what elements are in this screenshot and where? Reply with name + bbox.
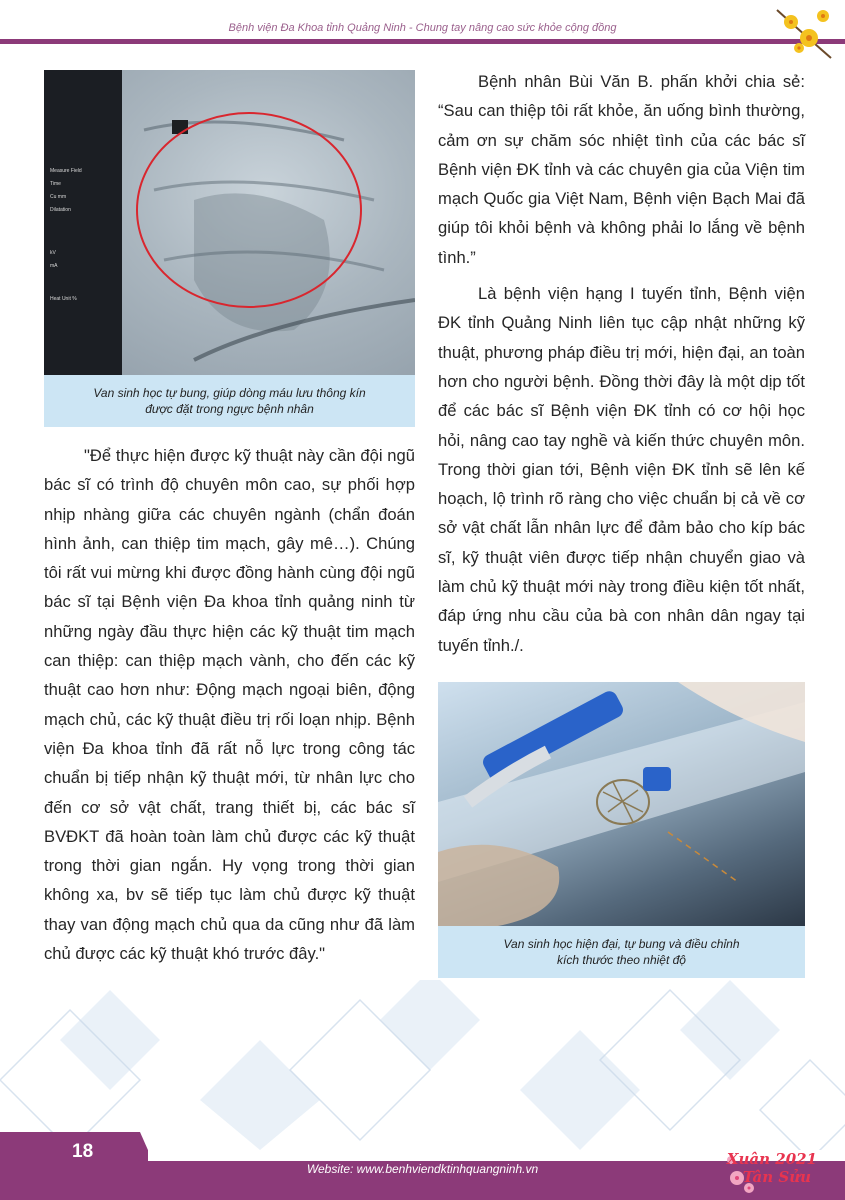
logo-line-2: Tân Sửu	[742, 1168, 811, 1186]
xray-label: Heat Unit %	[50, 296, 77, 302]
xray-caption	[44, 375, 415, 427]
caption-line: được đặt trong ngực bệnh nhân	[145, 402, 314, 416]
quote-paragraph: "Để thực hiện được kỹ thuật này cần đội ngũ bác sĩ có trình độ chuyên môn cao, sự phối hợp nhịp nhàng giữa các chuyên ngành (chẩn đoán hình ảnh, can thiệp tim mạch, gây mê…). Chúng tôi rất vui mừng khi được đồng hành cùng đội ngũ bác sĩ tại Bệnh viện Đa khoa tỉnh quảng ninh từ những ngày đầu thực hiện các kỹ thuật tim mạch can thiệp: can thiệp mạch vành, cho đến các kỹ thuật cao hơn như: Động mạch ngoại biên, động mạch chủ, các kỹ thuật điều trị rối loạn nhịp. Bệnh viện Đa khoa tỉnh đã rất nỗ lực trong công tác chuẩn bị tiếp nhận kỹ thuật mới, từ nhân lực cho đến cơ sở vật chất, trang thiết bị, các bác sĩ BVĐKT đã hoàn toàn làm chủ được các kỹ thuật trong thời gian ngắn. Hy vọng trong thời gian không xa, bv sẽ tiếp tục làm chủ được kỹ thuật thay van động mạch chủ qua da cũng như đã làm chủ được các kỹ thuật khó trước đây."	[44, 446, 415, 964]
caption-line: kích thước theo nhiệt độ	[557, 953, 686, 967]
caption-line: Van sinh học hiện đại, tự bung và điều chỉnh	[503, 937, 740, 951]
xuan-tan-suu-logo	[723, 1138, 835, 1196]
header-title: Bệnh viện Đa Khoa tỉnh Quảng Ninh - Chung tay nâng cao sức khỏe cộng đồng	[228, 22, 617, 34]
footer-website: Website: www.benhviendktinhquangninh.vn	[306, 1162, 539, 1176]
valve-caption	[438, 926, 805, 978]
xray-image	[44, 70, 415, 375]
xray-label: Cu mm	[50, 194, 67, 200]
hospital-paragraph: Là bệnh viện hạng I tuyến tỉnh, Bệnh viện ĐK tỉnh Quảng Ninh liên tục cập nhật những kỹ thuật, phương pháp điều trị mới, hiện đại, an toàn hơn cho người bệnh. Đồng thời đây là một dịp tốt để các bác sĩ Bệnh viện ĐK tỉnh có cơ hội học hỏi, nâng cao tay nghề và kiến thức chuyên môn. Trong thời gian tới, Bệnh viện ĐK tỉnh sẽ lên kế hoạch, lộ trình rõ ràng cho việc chuẩn bị cả về cơ sở vật chất lẫn nhân lực để đảm bảo cho kíp bác sĩ, kỹ thuật viên được tiếp nhận chuyển giao và làm chủ kỹ thuật mới này trong điều kiện tốt nhất, đáp ứng nhu cầu của bà con nhân dân ngay tại tuyến tỉnh./.	[438, 284, 805, 655]
decorative-diamond-pattern	[0, 980, 845, 1150]
article-left-column	[44, 441, 415, 968]
xray-label: mA	[50, 263, 58, 269]
xray-anatomy-graphic	[44, 70, 415, 375]
xray-label: Time	[50, 181, 61, 187]
xray-label: Dilatation	[50, 207, 71, 213]
caption-line: Van sinh học tự bung, giúp dòng máu lưu thông kín	[93, 386, 366, 400]
logo-line-1: Xuân 2021	[726, 1150, 817, 1168]
apricot-blossom-icon	[769, 0, 839, 62]
valve-photo-graphic	[438, 682, 805, 926]
article-right-column	[438, 67, 805, 660]
xray-label: Measure Field	[50, 168, 82, 174]
page-number: 18	[72, 1141, 94, 1162]
patient-quote-paragraph: Bệnh nhân Bùi Văn B. phấn khởi chia sẻ: “Sau can thiệp tôi rất khỏe, ăn uống bình thường, cảm ơn sự chăm sóc nhiệt tình của các bác sĩ Bệnh viện ĐK tỉnh và các chuyên gia của Viện tim mạch Quốc gia Việt Nam, Bệnh viện Bạch Mai đã giúp tôi khỏi bệnh và không phải lo lắng về bệnh tình.”	[438, 72, 805, 267]
header-rule	[0, 39, 845, 44]
valve-photo	[438, 682, 805, 926]
xray-label: kV	[50, 250, 56, 256]
